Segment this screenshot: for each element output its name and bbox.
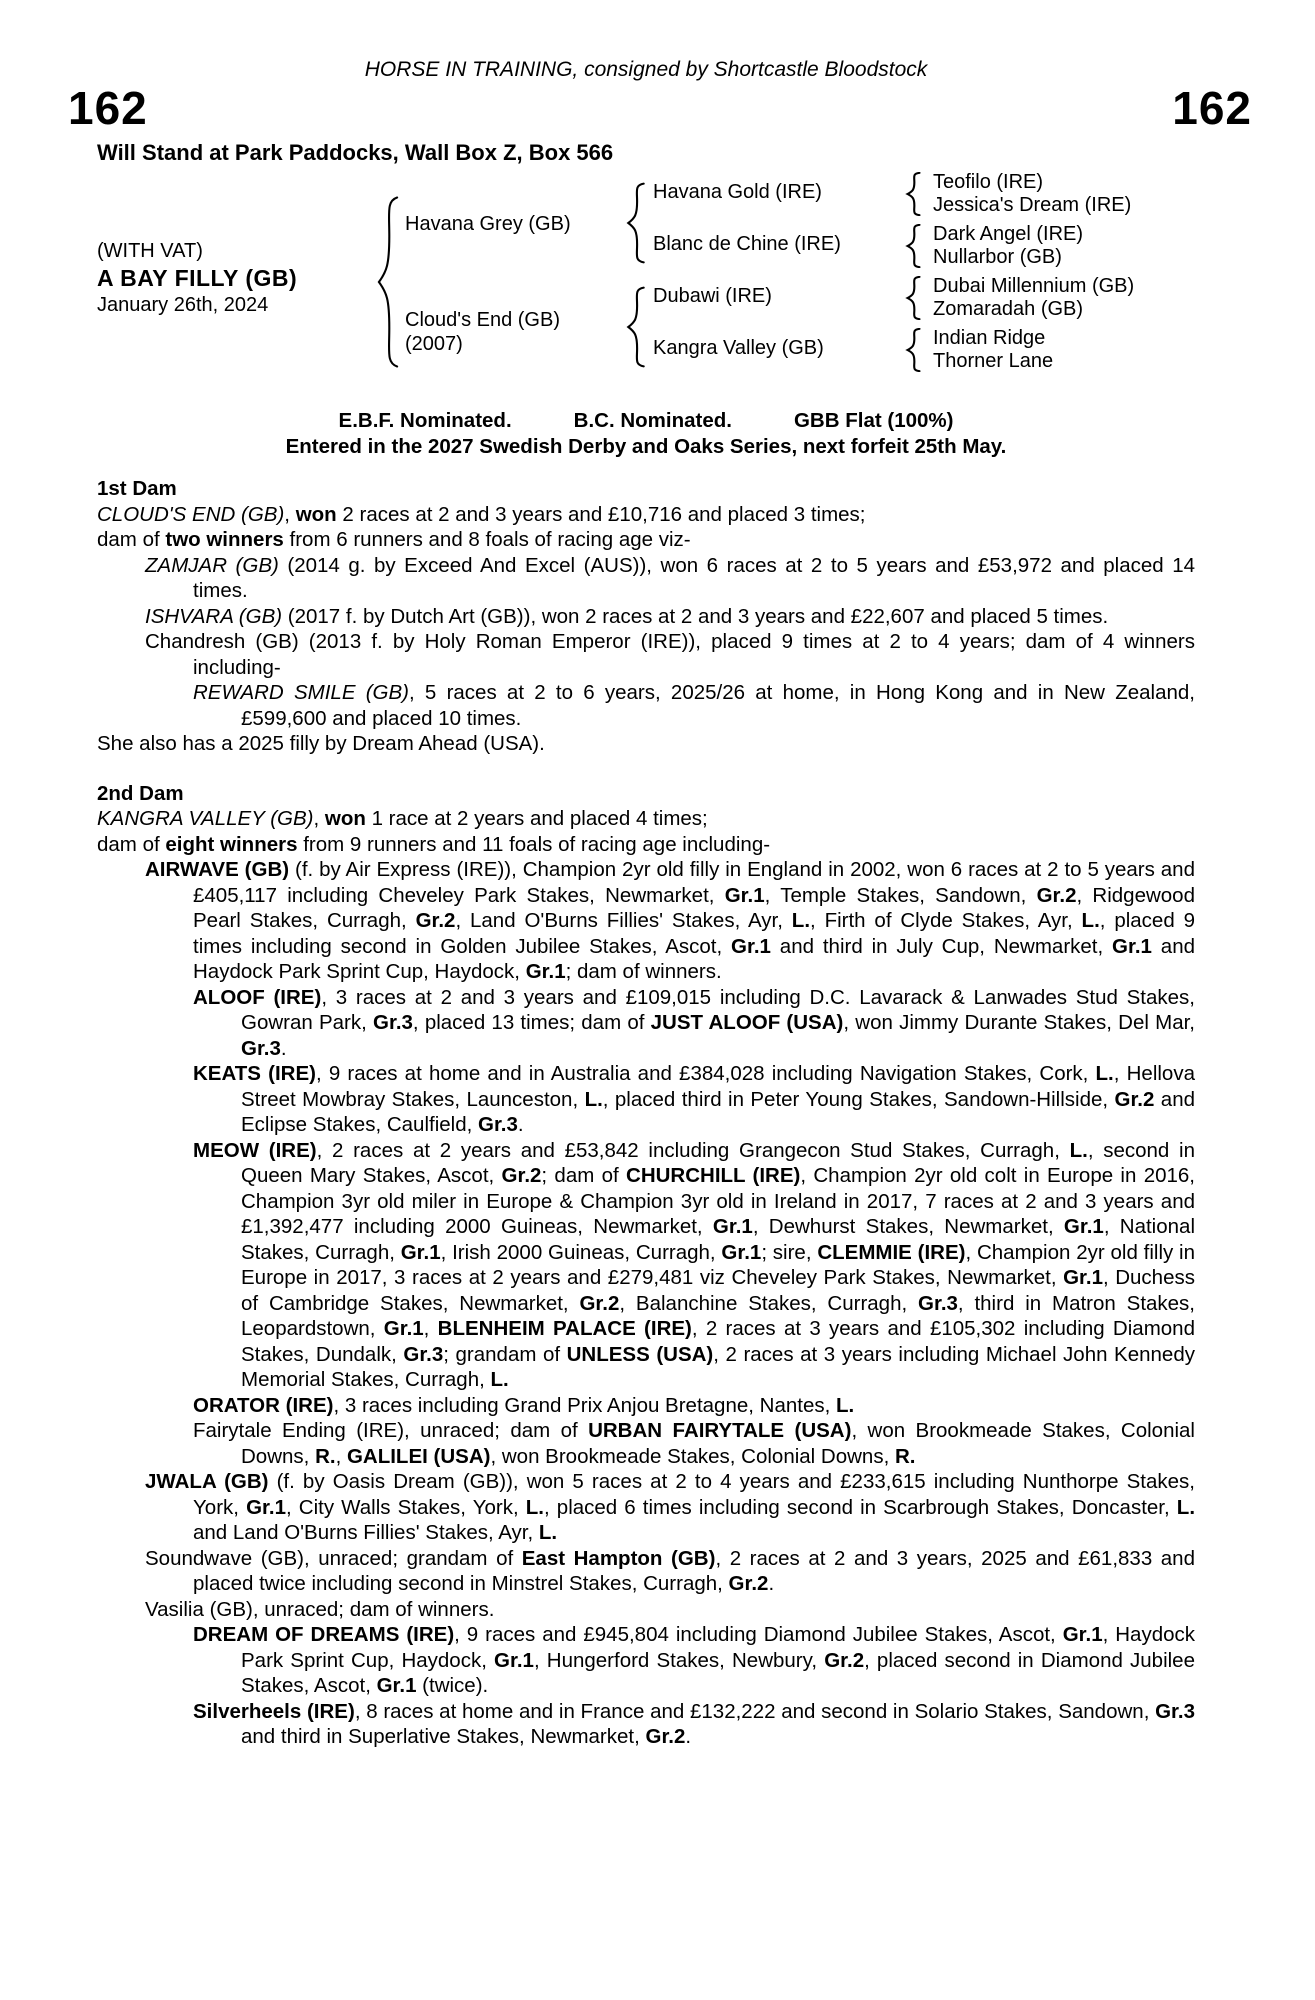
- nominations-block: [0, 408, 1315, 460]
- nomination-gbb: GBB Flat (100%): [793, 409, 954, 432]
- pedigree-tree: [97, 171, 1315, 392]
- vat-note: (WITH VAT): [97, 240, 203, 262]
- curly-brace-icon: [905, 172, 922, 216]
- progeny-paragraph: REWARD SMILE (GB), 5 races at 2 to 6 years, 2025/26 at home, in Hong Kong and in New Zealand, £599,600 and placed 10 times.: [193, 681, 1195, 730]
- pedigree-dam-line1: Cloud's End (GB): [405, 309, 560, 331]
- section-heading-1st-dam: 1st Dam: [97, 477, 177, 500]
- lot-number-row: [0, 82, 1315, 136]
- dam-paragraph: She also has a 2025 filly by Dream Ahead (USA).: [97, 732, 545, 755]
- progeny-paragraph: Fairytale Ending (IRE), unraced; dam of URBAN FAIRYTALE (USA), won Brookmeade Stakes, Colonial Downs, R., GALILEI (USA), won Brookmeade Stakes, Colonial Downs, R.: [193, 1419, 1195, 1468]
- dam-paragraph: KANGRA VALLEY (GB), won 1 race at 2 years and placed 4 times;: [97, 807, 708, 830]
- progeny-paragraph: Chandresh (GB) (2013 f. by Holy Roman Emperor (IRE)), placed 9 times at 2 to 4 years; dam of 4 winners including-: [145, 630, 1195, 679]
- dam-paragraph: CLOUD'S END (GB), won 2 races at 2 and 3 years and £10,716 and placed 3 times;: [97, 502, 866, 526]
- progeny-paragraph: ORATOR (IRE), 3 races including Grand Prix Anjou Bretagne, Nantes, L.: [193, 1393, 855, 1417]
- section-heading-2nd-dam: 2nd Dam: [97, 781, 184, 805]
- pedigree-gen3-name: Thorner Lane: [933, 350, 1054, 372]
- dam-paragraph: dam of eight winners from 9 runners and 11 foals of racing age including-: [97, 832, 771, 856]
- progeny-paragraph: ALOOF (IRE), 3 races at 2 and 3 years and £109,015 including D.C. Lavarack & Lanwades Stud Stakes, Gowran Park, Gr.3, placed 13 times; dam of JUST ALOOF (USA), won Jimmy Durante Stakes, Del Mar, Gr.3.: [193, 985, 1195, 1060]
- progeny-paragraph: AIRWAVE (GB) (f. by Air Express (IRE)), Champion 2yr old filly in England in 2002, won 6 races at 2 to 5 years and £405,117 including Cheveley Park Stakes, Newmarket, Gr.1, Temple Stakes, Sandown, Gr.2, Ridgewood Pearl Stakes, Curragh, Gr.2, Land O'Burns Fillies' Stakes, Ayr, L., Firth of Clyde Stakes, Ayr, L., placed 9 times including second in Golden Jubilee Stakes, Ascot, Gr.1 and third in July Cup, Newmarket, Gr.1 and Haydock Park Sprint Cup, Haydock, Gr.1; dam of winners.: [145, 858, 1195, 983]
- pedigree-sire: Havana Grey (GB): [405, 213, 571, 235]
- lot-number-right: 162: [1172, 82, 1252, 134]
- progeny-paragraph: ISHVARA (GB) (2017 f. by Dutch Art (GB)), won 2 races at 2 and 3 years and £22,607 and placed 5 times.: [145, 604, 1109, 628]
- dam-paragraph: dam of two winners from 6 runners and 8 foals of racing age viz-: [97, 528, 691, 551]
- pedigree-gen3-name: Dark Angel (IRE): [933, 223, 1084, 245]
- second-dam-section: [97, 781, 1195, 1750]
- pedigree-gen2-name: Havana Gold (IRE): [653, 181, 822, 203]
- lot-number-left: 162: [68, 82, 148, 134]
- pedigree-dam-line2: (2007): [405, 333, 463, 355]
- pedigree-gen3-name: Dubai Millennium (GB): [933, 275, 1135, 297]
- nomination-ebf: E.B.F. Nominated.: [338, 409, 512, 432]
- nomination-items: [97, 408, 1195, 434]
- foaling-date: January 26th, 2024: [97, 294, 269, 316]
- curly-brace-icon: [375, 194, 401, 370]
- curly-brace-icon: [625, 286, 647, 368]
- progeny-paragraph: ZAMJAR (GB) (2014 g. by Exceed And Excel (AUS)), won 6 races at 2 to 5 years and £53,972 and placed 14 times.: [145, 553, 1196, 602]
- progeny-paragraph: MEOW (IRE), 2 races at 2 years and £53,842 including Grangecon Stud Stakes, Curragh, L., second in Queen Mary Stakes, Ascot, Gr.2; dam of CHURCHILL (IRE), Champion 2yr old colt in Europe in 2016, Champion 3yr old miler in Europe & Champion 3yr old in Ireland in 2017, 7 races at 2 and 3 years and £1,392,477 including 2000 Guineas, Newmarket, Gr.1, Dewhurst Stakes, Newmarket, Gr.1, National Stakes, Curragh, Gr.1, Irish 2000 Guineas, Curragh, Gr.1; sire, CLEMMIE (IRE), Champion 2yr old filly in Europe in 2017, 3 races at 2 years and £279,481 viz Cheveley Park Stakes, Newmarket, Gr.1, Duchess of Cambridge Stakes, Newmarket, Gr.2, Balanchine Stakes, Curragh, Gr.3, third in Matron Stakes, Leopardstown, Gr.1, BLENHEIM PALACE (IRE), 2 races at 3 years and £105,302 including Diamond Stakes, Dundalk, Gr.3; grandam of UNLESS (USA), 2 races at 3 years including Michael John Kennedy Memorial Stakes, Curragh, L.: [193, 1138, 1196, 1391]
- dam-sections: [0, 476, 1315, 1750]
- pedigree-gen2-name: Dubawi (IRE): [653, 285, 772, 307]
- stand-location: Will Stand at Park Paddocks, Wall Box Z, Box 566: [97, 140, 614, 165]
- curly-brace-icon: [905, 224, 922, 268]
- pedigree-gen3-name: Zomaradah (GB): [933, 298, 1084, 320]
- subject-block: [97, 238, 297, 318]
- subject-name: A BAY FILLY (GB): [97, 265, 298, 291]
- pedigree-gen3-name: Jessica's Dream (IRE): [933, 194, 1132, 216]
- entry-note: Entered in the 2027 Swedish Derby and Oaks Series, next forfeit 25th May.: [285, 435, 1007, 458]
- pedigree-gen2-name: Kangra Valley (GB): [653, 337, 824, 359]
- progeny-paragraph: JWALA (GB) (f. by Oasis Dream (GB)), won 5 races at 2 to 4 years and £233,615 including Nunthorpe Stakes, York, Gr.1, City Walls Stakes, York, L., placed 6 times including second in Scarbrough Stakes, Doncaster, L. and Land O'Burns Fillies' Stakes, Ayr, L.: [145, 1470, 1196, 1544]
- consignment-header: HORSE IN TRAINING, consigned by Shortcastle Bloodstock: [364, 58, 928, 81]
- pedigree-gen2-name: Blanc de Chine (IRE): [653, 233, 841, 255]
- pedigree-gen3-name: Nullarbor (GB): [933, 246, 1062, 268]
- curly-brace-icon: [905, 276, 922, 320]
- nomination-bc: B.C. Nominated.: [573, 409, 732, 432]
- progeny-paragraph: KEATS (IRE), 9 races at home and in Australia and £384,028 including Navigation Stakes, Cork, L., Hellova Street Mowbray Stakes, Launceston, L., placed third in Peter Young Stakes, Sandown-Hillside, Gr.2 and Eclipse Stakes, Caulfield, Gr.3.: [193, 1062, 1196, 1136]
- progeny-paragraph: DREAM OF DREAMS (IRE), 9 races and £945,804 including Diamond Jubilee Stakes, Ascot, Gr.1, Haydock Park Sprint Cup, Haydock, Gr.1, Hungerford Stakes, Newbury, Gr.2, placed second in Diamond Jubilee Stakes, Ascot, Gr.1 (twice).: [193, 1623, 1195, 1697]
- first-dam-section: [97, 476, 1195, 757]
- curly-brace-icon: [905, 328, 922, 372]
- progeny-paragraph: Silverheels (IRE), 8 races at home and in France and £132,222 and second in Solario Stakes, Sandown, Gr.3 and third in Superlative Stakes, Newmarket, Gr.2.: [193, 1699, 1195, 1748]
- progeny-paragraph: Vasilia (GB), unraced; dam of winners.: [145, 1597, 495, 1621]
- curly-brace-icon: [625, 182, 647, 264]
- progeny-paragraph: Soundwave (GB), unraced; grandam of East Hampton (GB), 2 races at 2 and 3 years, 2025 and £61,833 and placed twice including second in Minstrel Stakes, Curragh, Gr.2.: [145, 1546, 1195, 1595]
- pedigree-gen3-name: Teofilo (IRE): [933, 171, 1044, 193]
- pedigree-gen3-name: Indian Ridge: [933, 327, 1046, 349]
